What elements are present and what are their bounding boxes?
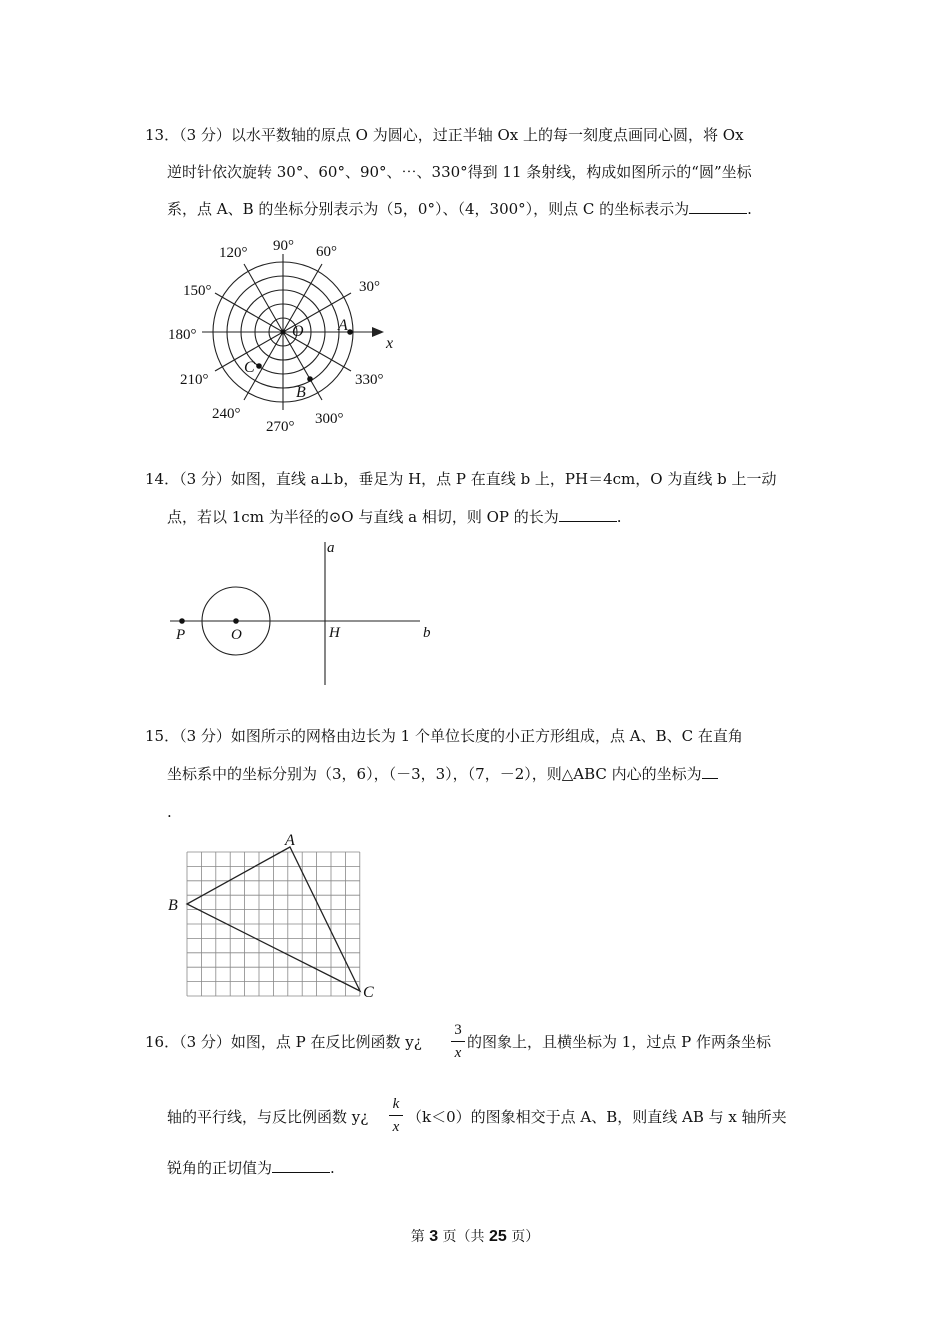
q13-label-60: 60° [316,244,337,260]
q15-grid-figure [160,830,390,1005]
q13-line3-text: 系，点 A、B 的坐标分别表示为（5，0°）、（4，300°），则点 C 的坐标表示为 [167,200,690,218]
footer-prefix: 第 [410,1229,430,1245]
q13-line2: 逆时针依次旋转 30°、60°、90°、⋯、330°得到 11 条射线，构成如图所示的“圆”坐标 [167,163,752,181]
q15-grid-lines [187,852,360,996]
q14-figure [165,537,445,687]
footer-suffix: 页） [506,1229,540,1245]
q16-frac2-num: k [392,1096,400,1112]
q16-line1b: 的图象上，且横坐标为 1，过点 P 作两条坐标 [467,1033,771,1051]
q16-frac2-den: x [392,1119,400,1135]
q14-label-P: P [176,627,186,643]
q16-fraction-2 [389,1094,403,1137]
q13-point-C: C [244,359,255,376]
q16-line2b: （k＜0）的图象相交于点 A、B，则直线 AB 与 x 轴所夹 [407,1108,787,1126]
q13-label-240: 240° [212,406,241,422]
footer-page-number: 3 [429,1228,439,1245]
q14-label-b: b [423,625,431,641]
q13-label-270: 270° [266,419,295,435]
q13-point-A: A [338,317,348,334]
q14-line1: 14．（3 分）如图，直线 a⊥b，垂足为 H，点 P 在直线 b 上，PH＝4cm，O 为直线 b 上一动 [145,470,777,488]
q16-frac1-den: x [454,1045,462,1061]
q15-answer-blank [702,764,718,779]
q13-polar-figure [160,232,420,437]
q13-label-120: 120° [219,245,248,261]
q13-label-180: 180° [168,327,197,343]
q14-line2 [167,507,622,527]
q16-line3 [167,1158,335,1178]
q13-label-300: 300° [315,411,344,427]
q13-line3 [167,199,752,219]
q16-frac2-bar [389,1115,403,1116]
q15-line1: 15．（3 分）如图所示的网格由边长为 1 个单位长度的小正方形组成，点 A、B、C 在直角 [145,727,743,745]
q13-label-150: 150° [183,283,212,299]
q14-label-H: H [329,625,340,641]
q16-line3-end: . [330,1159,335,1177]
q16-answer-blank [272,1158,330,1173]
q13-label-90: 90° [273,238,294,254]
q13-label-30: 30° [359,279,380,295]
q14-answer-blank [559,507,617,522]
q14-line2-end: . [616,508,622,526]
q15-label-C: C [363,984,374,1001]
footer-mid: 页（共 [438,1229,489,1245]
q13-label-210: 210° [180,372,209,388]
q13-axis-x: x [386,335,394,352]
q14-line2-text: 点，若以 1cm 为半径的⊙O 与直线 a 相切，则 OP 的长为 [167,508,559,526]
q13-line3-end: . [747,200,752,218]
q16-frac1-num: 3 [454,1022,462,1038]
q15-line2-text: 坐标系中的坐标分别为（3，6），（－3，3），（7，－2），则△ABC 内心的坐标为 [167,765,702,783]
q13-answer-blank [689,199,747,214]
q13-point-O: O [292,323,304,340]
q15-line3: . [167,803,172,821]
q16-fraction-1 [451,1020,465,1063]
q14-label-O: O [231,627,242,643]
footer-total-pages: 25 [489,1228,507,1245]
q16-line2a: 轴的平行线，与反比例函数 y¿ [167,1108,369,1126]
q13-line1: 13．（3 分）以水平数轴的原点 O 为圆心，过正半轴 Ox 上的每一刻度点画同心圆，将 Ox [145,126,744,144]
q16-line3-text: 锐角的正切值为 [167,1159,273,1177]
q13-label-330: 330° [355,372,384,388]
page-footer [0,1226,950,1246]
q14-label-a: a [327,540,335,556]
q16-line1a: 16．（3 分）如图，点 P 在反比例函数 y¿ [145,1033,422,1051]
q15-label-B: B [168,897,178,914]
q15-label-A: A [285,832,295,849]
q16-frac1-bar [451,1041,465,1042]
q13-point-B: B [296,384,306,401]
q15-line2 [167,764,718,784]
